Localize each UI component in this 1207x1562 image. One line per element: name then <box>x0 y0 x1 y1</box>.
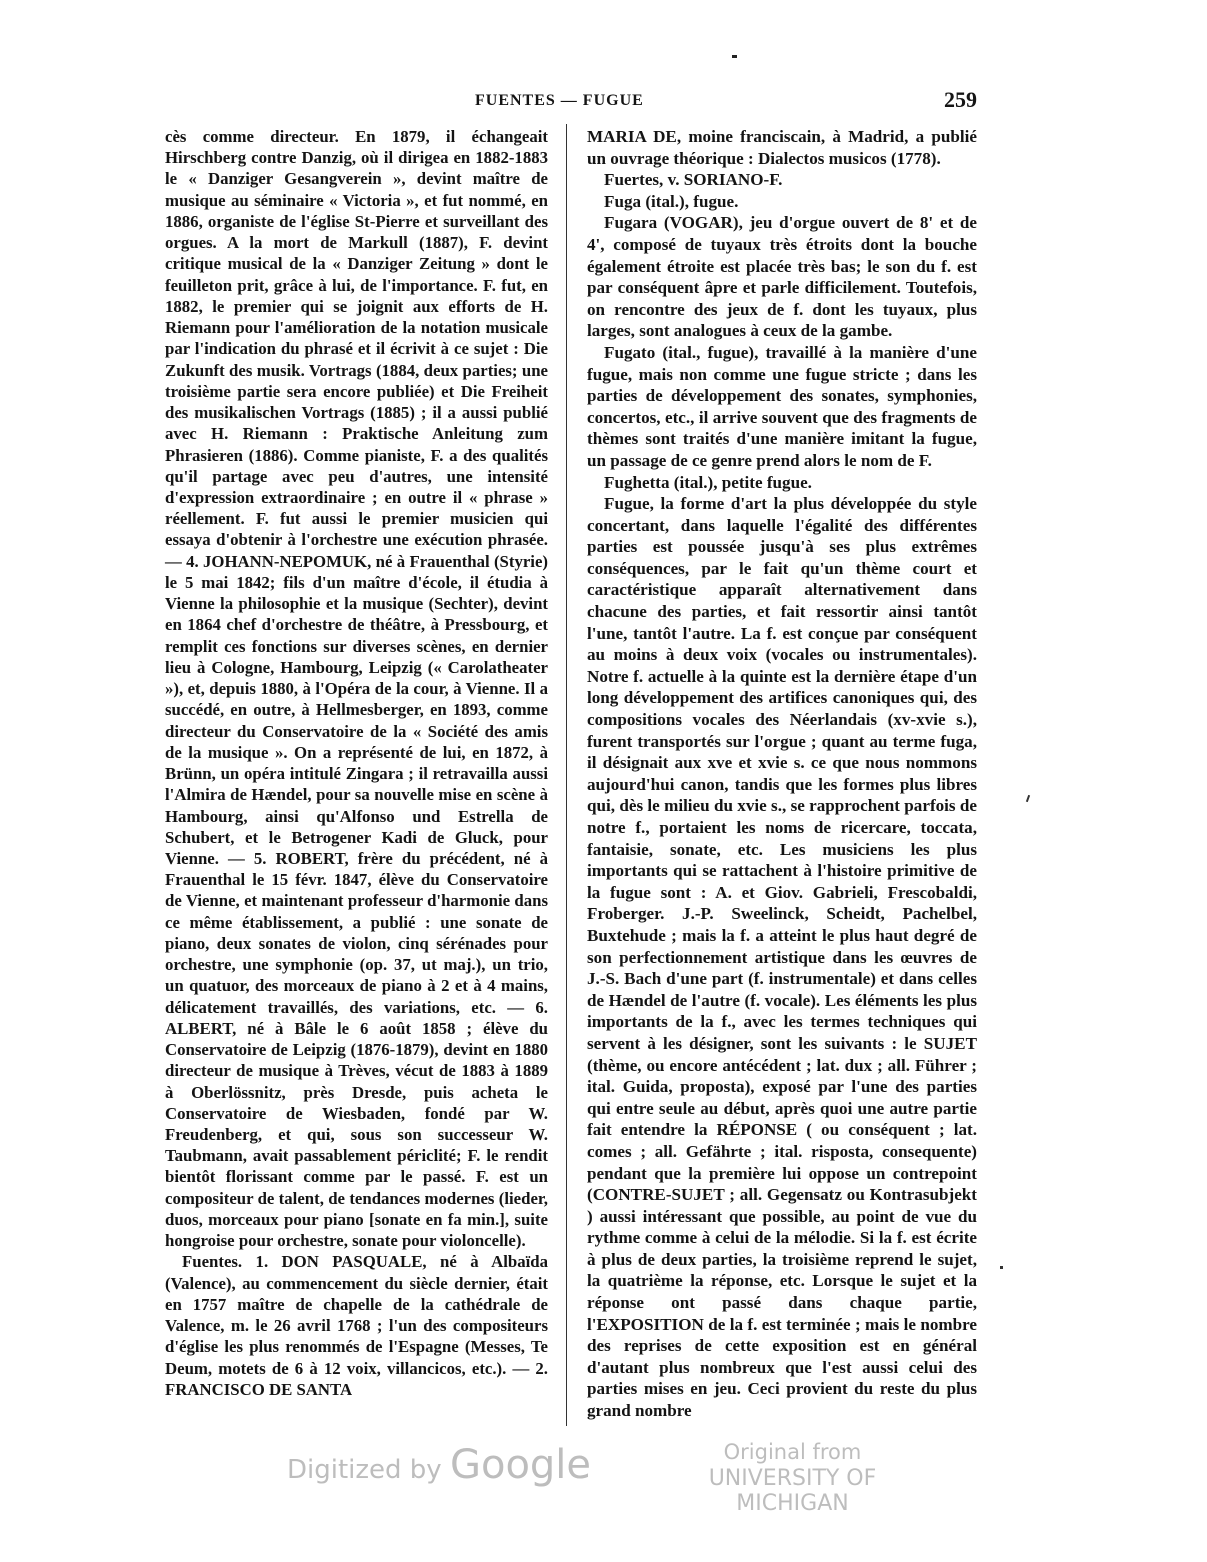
paragraph: MARIA DE, moine franciscain, à Madrid, a publié un ouvrage théorique : Dialectos musicos (1778). <box>587 127 977 168</box>
right-column <box>587 126 977 1422</box>
digitized-prefix: Digitized by <box>287 1455 442 1485</box>
university-name: UNIVERSITY OF MICHIGAN <box>708 1466 877 1516</box>
original-source-watermark <box>670 1440 915 1516</box>
column-divider <box>566 124 567 1426</box>
paragraph: cès comme directeur. En 1879, il échangeait Hirschberg contre Danzig, où il dirigea en 1882-1883 le « Danziger Gesangverein », devint maître de musique au séminaire « Victoria », et fut nommé, en 1886, organiste de l'église St-Pierre et surveillant des orgues. A la mort de Markull (1887), F. devint critique musical de la « Danziger Zeitung » dont le feuilleton prit, grâce à lui, de l'importance. F. fut, en 1882, le premier qui se joignit aux efforts de H. Riemann pour l'amélioration de la notation musicale par l'indication du phrasé et il écrivit à ce sujet : Die Zukunft des musik. Vortrags (1884, deux parties; une troisième partie sera encore publiée) et Die Freiheit des musikalischen Vortrags (1885) ; il a aussi publié avec H. Riemann : Praktische Anleitung zum Phrasieren (1886). Comme pianiste, F. a des qualités qu'il partage avec peu d'autres, une intensité d'expression extraordinaire ; en outre il « phrase » réellement. F. fut aussi le premier musicien qui essaya d'obtenir à l'orchestre une exécution phrasée. — 4. JOHANN-NEPOMUK, né à Frauenthal (Styrie) le 5 mai 1842; fils d'un maître d'école, il étudia à Vienne la philosophie et la musique (Sechter), devint en 1864 chef d'orchestre de théâtre, à Pressbourg, et remplit ces fonctions sur diverses scènes, en dernier lieu à Cologne, Hambourg, Leipzig (« Carolatheater »), et, depuis 1880, à l'Opéra de la cour, à Vienne. Il a succédé, en outre, à Hellmesberger, en 1893, comme directeur du Conservatoire de la « Société des amis de la musique ». On a représenté de lui, en 1872, à Brünn, un opéra intitulé Zingara ; il retravailla aussi l'Almira de Hændel, pour sa nouvelle mise en scène à Hambourg, ainsi qu'Alfonso und Estrella de Schubert, et le Betrogener Kadi de Gluck, pour Vienne. — 5. ROBERT, frère du précédent, né à Frauenthal le 15 févr. 1847, élève du Conservatoire de Vienne, et maintenant professeur d'harmonie dans ce même établissement, a publié : une sonate de piano, deux sonates de violon, cinq sérénades pour orchestre, une symphonie (op. 37, ut maj.), un trio, un quatuor, des morceaux de piano à 2 et à 4 mains, délicatement travaillés, des variations, etc. — 6. ALBERT, né à Bâle le 6 août 1858 ; élève du Conservatoire de Leipzig (1876-1879), devint en 1880 directeur de musique à Trèves, vécut de 1883 à 1889 à Oberlössnitz, près Dresde, puis acheta le Conservatoire de Wiesbaden, fondé par W. Freudenberg, et qui, sous son successeur W. Taubmann, avait passablement périclité; F. le rendit bientôt florissant comme par le passé. F. est un compositeur de talent, de tendances modernes (lieder, duos, morceaux pour piano [sonate en fa min.], suite hongroise pour orchestre, sonate pour violoncelle). <box>165 127 548 1251</box>
original-from: Original from <box>723 1440 862 1464</box>
ink-dot <box>732 55 737 58</box>
entry-fuertes: Fuertes, v. SORIANO-F. <box>604 170 783 190</box>
digitized-watermark <box>287 1442 591 1488</box>
left-column <box>165 126 548 1400</box>
entry-fuga: Fuga (ital.), fugue. <box>604 191 739 211</box>
entry-fughetta: Fughetta (ital.), petite fugue. <box>604 472 812 492</box>
entry-fugue: Fugue, la forme d'art la plus développée du style concertant, dans laquelle l'égalité des différentes parties est poussée jusqu'à ses plus extrêmes conséquences, par le fait qu'un thème court et caractéristique apparaît alternativement dans chacune des parties, et fait ressortir ainsi tantôt l'une, tantôt l'autre. La f. est conçue par conséquent au moins à deux voix (vocales ou instrumentales). Notre f. actuelle à la quinte est la dernière étape d'un long développement des artifices canoniques qui, des compositions vocales des Néerlandais (xv-xvie s.), furent transportés sur l'orgue ; quant au terme fuga, il désignait aux xve et xvie s. ce que nous nommons aujourd'hui canon, tandis que les formes plus libres qui, dès le milieu du xvie s., se rapprochent parfois de notre f., portaient les noms de ricercare, toccata, fantaisie, sonate, etc. Les musiciens les plus importants qui se rattachent à l'histoire primitive de la fugue sont : A. et Giov. Gabrieli, Frescobaldi, Froberger. J.-P. Sweelinck, Scheidt, Pachelbel, Buxtehude ; mais la f. a atteint le plus haut degré de son perfectionnement artistique dans les œuvres de J.-S. Bach d'une part (f. instrumentale) et dans celles de Hændel de l'autre (f. vocale). Les éléments les plus importants de la f., avec les termes techniques qui servent à les désigner, sont les suivants : le SUJET (thème, ou encore antécédent ; lat. dux ; all. Führer ; ital. Guida, proposta), exposé par l'une des parties qui entre seule au début, après quoi une autre partie fait entendre la RÉPONSE ( ou conséquent ; lat. comes ; all. Gefährte ; ital. risposta, consequente) pendant que la première lui oppose un contrepoint (CONTRE-SUJET ; all. Gegensatz ou Kontrasubjekt ) aussi intéressant que possible, au point de vue du rythme comme à celui de la mélodie. Si la f. est écrite à plus de deux parties, la troisième reprend le sujet, la quatrième la réponse, etc. Lorsque le sujet et la réponse ont passé dans chaque partie, l'EXPOSITION de la f. est terminée ; mais le nombre des reprises de cette exposition est en général d'autant plus nombreux que l'est aussi celui des parties mises en jeu. Ceci provient du reste du plus grand nombre <box>587 494 977 1421</box>
google-logo: Google <box>449 1442 592 1488</box>
entry-fugato: Fugato (ital., fugue), travaillé à la manière d'une fugue, mais non comme une fugue stricte ; dans les parties de développement des sonates, symphonies, concertos, etc., il arrive souvent que des fragments de thèmes sont traités d'une manière imitant la fugue, un passage de ce genre prend alors le nom de F. <box>587 342 977 470</box>
running-title: FUENTES — FUGUE <box>475 92 644 109</box>
ink-speck <box>1026 795 1030 802</box>
page-header <box>165 88 977 118</box>
page-number: 259 <box>944 87 977 112</box>
ink-speck <box>1000 1266 1003 1269</box>
entry-fuentes: Fuentes. 1. DON PASQUALE, né à Albaïda (Valence), au commencement du siècle dernier, était en 1757 maître de chapelle de la cathédrale de Valence, m. le 26 avril 1768 ; l'un des compositeurs d'église les plus renommés de l'Espagne (Messes, Te Deum, motets de 6 à 12 voix, villancicos, etc.). — 2. FRANCISCO DE SANTA <box>165 1252 548 1399</box>
entry-fugara: Fugara (VOGAR), jeu d'orgue ouvert de 8' et de 4', composé de tuyaux très étroits dont la bouche également étroite est placée très bas; le son du f. est par conséquent âpre et parle difficilement. Toutefois, on rencontre des jeux de f. dont les tuyaux, plus larges, sont analogues à ceux de la gambe. <box>587 213 977 341</box>
